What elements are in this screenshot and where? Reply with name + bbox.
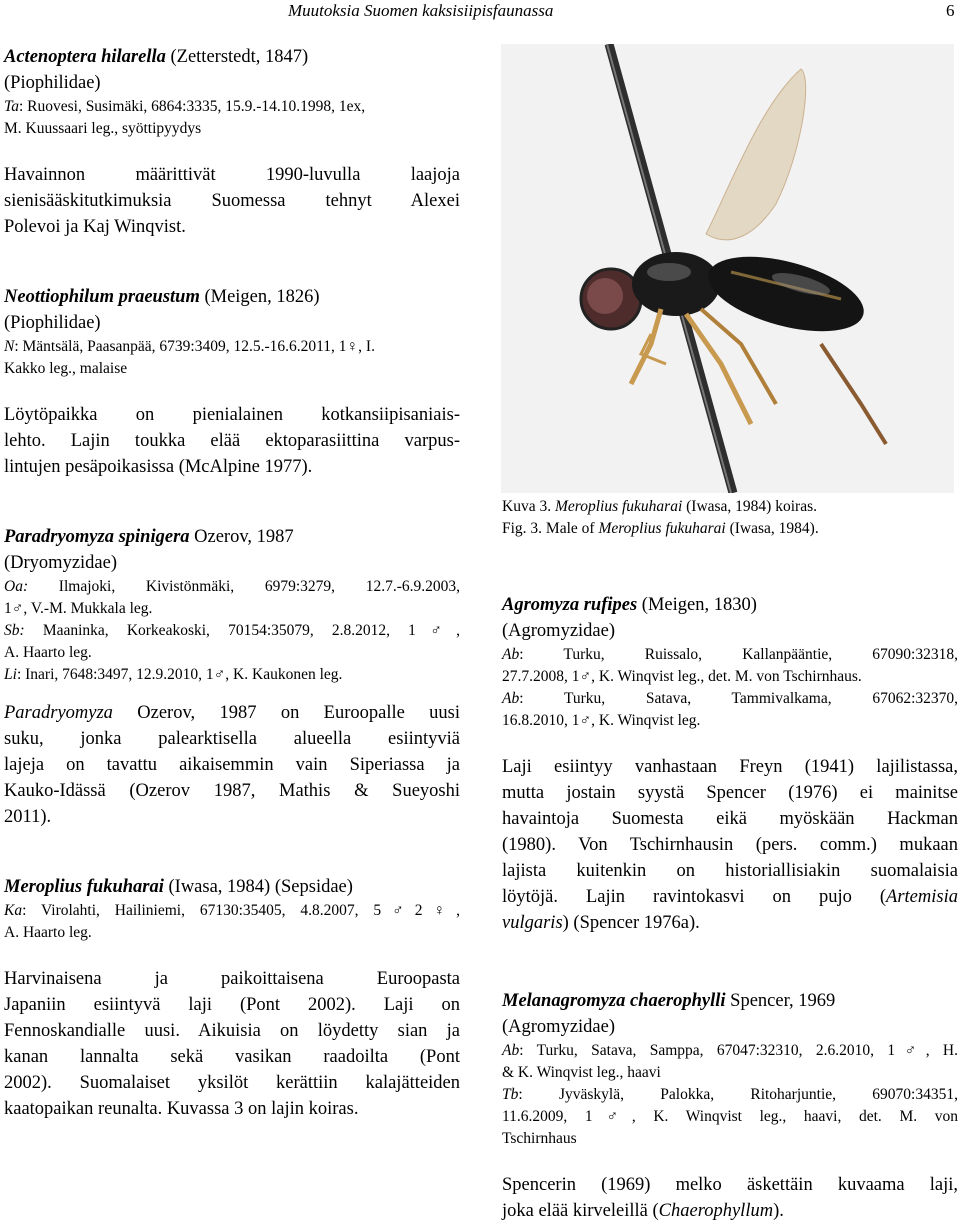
paragraph-line: Laji esiintyy vanhastaan Freyn (1941) lajilistassa,: [502, 757, 958, 777]
paragraph-line: Fennoskandialle uusi. Aikuisia on löydetty sian ja: [4, 1021, 460, 1041]
family-name: (Agromyzidae): [502, 1017, 616, 1037]
record-line: & K. Winqvist leg., haavi: [502, 1064, 661, 1081]
paragraph-line: 2002). Suomalaiset yksilöt kerättiin kalajätteiden: [4, 1073, 460, 1093]
family-name: (Piophilidae): [4, 73, 101, 93]
running-title: Muutoksia Suomen kaksisiipisfaunassa: [288, 1, 554, 20]
fly-photo: [501, 44, 954, 493]
record-line: Oa: Ilmajoki, Kivistönmäki, 6979:3279, 12.7.-6.9.2003,: [4, 578, 460, 595]
paragraph-line: löytöjä. Lajin ravintokasvi on pujo (Artemisia: [502, 887, 958, 907]
meroplius-fukuharai-specimen-image: [501, 44, 954, 493]
paragraph-line: lajista kuitenkin on historiallisiakin suomalaisia: [502, 861, 958, 881]
paragraph-line: kanan lannalta sekä vasikan raadoilta (Pont: [4, 1047, 460, 1067]
record-line: 11.6.2009, 1♂, K. Winqvist leg., haavi, det. M. von: [502, 1108, 958, 1125]
family-name: (Agromyzidae): [502, 621, 616, 641]
paragraph-line: (1980). Von Tschirnhausin (pers. comm.) mukaan: [502, 835, 958, 855]
record-line: Sb: Maaninka, Korkeakoski, 70154:35079, 2.8.2012, 1♂,: [4, 622, 460, 639]
species-heading: Paradryomyza spinigera Ozerov, 1987: [4, 527, 294, 547]
record-line: N: Mäntsälä, Paasanpää, 6739:3409, 12.5.-16.6.2011, 1♀, I.: [4, 338, 375, 355]
figure-caption: [502, 496, 819, 540]
paragraph-line: mutta jostain syystä Spencer (1976) ei mainitse: [502, 783, 958, 803]
species-heading: Neottiophilum praeustum (Meigen, 1826): [4, 287, 320, 307]
record-line: M. Kuussaari leg., syöttipyydys: [4, 120, 202, 137]
paragraph-line: Spencerin (1969) melko äskettäin kuvaama laji,: [502, 1175, 958, 1195]
caption-finnish: Kuva 3. Meroplius fukuharai (Iwasa, 1984) koiras.: [502, 498, 817, 515]
record-line: Ab: Turku, Satava, Samppa, 67047:32310, 2.6.2010, 1♂, H.: [502, 1042, 958, 1059]
record-line: 1♂, V.-M. Mukkala leg.: [4, 600, 153, 617]
family-name: (Piophilidae): [4, 313, 101, 333]
paragraph-line: Kauko-Idässä (Ozerov 1987, Mathis & Sueyoshi: [4, 781, 460, 801]
record-line: Tb: Jyväskylä, Palokka, Ritoharjuntie, 69070:34351,: [502, 1086, 958, 1103]
species-heading: Agromyza rufipes (Meigen, 1830): [502, 595, 757, 615]
record-line: A. Haarto leg.: [4, 644, 92, 661]
paragraph-line: joka elää kirveleillä (Chaerophyllum).: [502, 1201, 784, 1221]
record-line: Ab: Turku, Ruissalo, Kallanpääntie, 67090:32318,: [502, 646, 958, 663]
paragraph-line: lajeja on tavattu aikaisemmin vain Siperiassa ja: [4, 755, 460, 775]
record-line: Ta: Ruovesi, Susimäki, 6864:3335, 15.9.-14.10.1998, 1ex,: [4, 98, 366, 115]
record-line: Tschirnhaus: [502, 1130, 577, 1147]
paragraph-line: lintujen pesäpoikasissa (McAlpine 1977).: [4, 457, 313, 477]
page-number: 6: [946, 1, 955, 20]
right-column: [502, 592, 958, 1224]
paragraph-line: Polevoi ja Kaj Winqvist.: [4, 217, 186, 237]
record-line: 16.8.2010, 1♂, K. Winqvist leg.: [502, 712, 701, 729]
paragraph-line: 2011).: [4, 807, 52, 827]
record-line: Ka: Virolahti, Hailiniemi, 67130:35405, 4.8.2007, 5♂2♀,: [4, 902, 460, 919]
paragraph-line: vulgaris) (Spencer 1976a).: [502, 913, 700, 933]
species-heading: Melanagromyza chaerophylli Spencer, 1969: [502, 991, 836, 1011]
paragraph-line: Löytöpaikka on pienialainen kotkansiipisaniais-: [4, 405, 460, 425]
paragraph-line: lehto. Lajin toukka elää ektoparasiittina varpus-: [4, 431, 460, 451]
record-line: 27.7.2008, 1♂, K. Winqvist leg., det. M. von Tschirnhaus.: [502, 668, 862, 685]
paragraph-line: suku, jonka palearktisella alueella esiintyviä: [4, 729, 460, 749]
paragraph-line: Japaniin esiintyvä laji (Pont 2002). Laji on: [4, 995, 460, 1015]
paragraph-line: kaatopaikan reunalta. Kuvassa 3 on lajin koiras.: [4, 1099, 359, 1119]
species-heading: Actenoptera hilarella (Zetterstedt, 1847): [4, 47, 309, 67]
caption-english: Fig. 3. Male of Meroplius fukuharai (Iwasa, 1984).: [502, 520, 819, 537]
record-line: Li: Inari, 7648:3497, 12.9.2010, 1♂, K. Kaukonen leg.: [4, 666, 343, 683]
left-column: [4, 44, 460, 1122]
record-line: A. Haarto leg.: [4, 924, 92, 941]
record-line: Ab: Turku, Satava, Tammivalkama, 67062:32370,: [502, 690, 958, 707]
record-line: Kakko leg., malaise: [4, 360, 128, 377]
family-name: (Dryomyzidae): [4, 553, 118, 573]
paragraph-line: havaintoja Suomesta eikä myöskään Hackman: [502, 809, 958, 829]
species-heading: Meroplius fukuharai (Iwasa, 1984) (Sepsidae): [4, 877, 353, 897]
paragraph-line: Havainnon määrittivät 1990-luvulla laajoja: [4, 165, 460, 185]
paragraph-line: Paradryomyza Ozerov, 1987 on Euroopalle uusi: [4, 703, 460, 723]
paragraph-line: sienisääskitutkimuksia Suomessa tehnyt Alexei: [4, 191, 460, 211]
paragraph-line: Harvinaisena ja paikoittaisena Euroopasta: [4, 969, 460, 989]
